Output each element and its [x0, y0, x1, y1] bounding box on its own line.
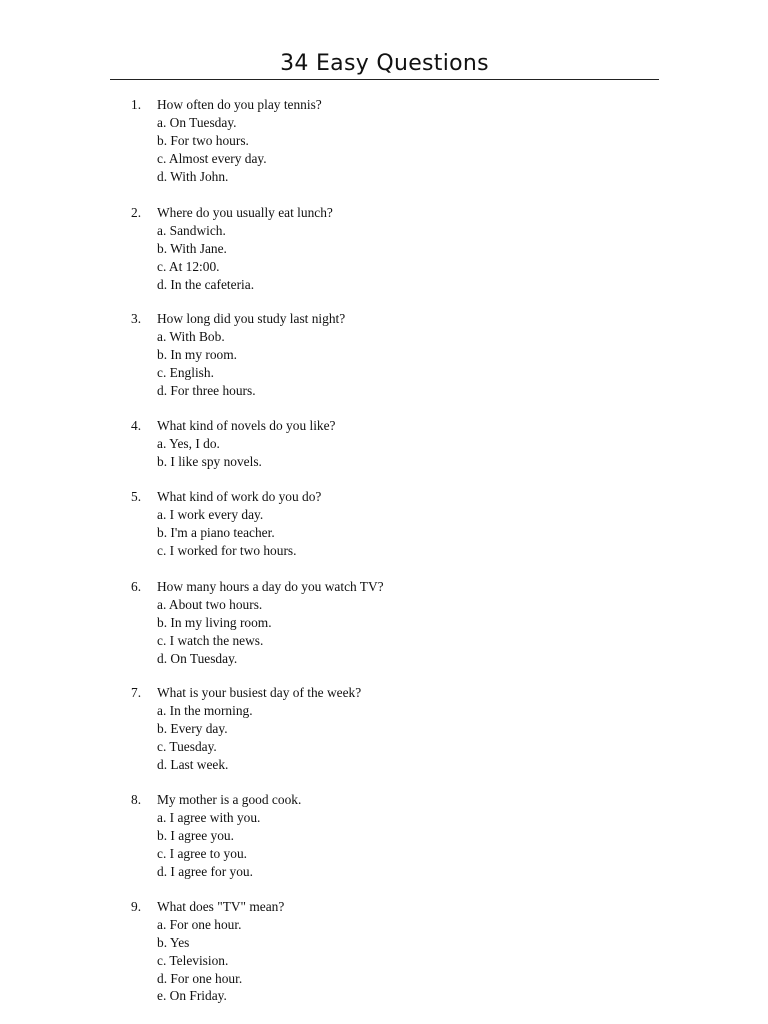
question-text: What kind of novels do you like?: [157, 418, 336, 433]
option-letter: c.: [157, 364, 167, 380]
option-letter: d.: [157, 970, 168, 986]
option-text: On Friday.: [169, 988, 227, 1004]
option-letter: a.: [157, 222, 167, 238]
option-letter: c.: [157, 738, 167, 754]
option-text: For two hours.: [170, 132, 249, 148]
option-a: [131, 114, 691, 132]
question-1: [131, 96, 691, 185]
option-d: [131, 756, 691, 774]
question-2: [131, 204, 691, 293]
option-a: [131, 222, 691, 240]
option-letter: b.: [157, 132, 168, 148]
option-letter: b.: [157, 240, 168, 256]
option-letter: d.: [157, 168, 168, 184]
option-c: [131, 258, 691, 276]
option-letter: c.: [157, 542, 167, 558]
option-c: [131, 738, 691, 756]
option-b: [131, 524, 691, 542]
title-divider: [110, 79, 659, 80]
option-text: Television.: [169, 952, 229, 968]
option-text: Every day.: [170, 720, 228, 736]
option-letter: a.: [157, 809, 167, 825]
option-letter: b.: [157, 453, 168, 469]
option-text: For three hours.: [170, 382, 256, 398]
option-a: [131, 702, 691, 720]
option-b: [131, 453, 691, 471]
option-text: For one hour.: [170, 970, 243, 986]
option-c: [131, 542, 691, 560]
option-text: Almost every day.: [168, 150, 267, 166]
option-text: In the morning.: [169, 702, 253, 718]
option-letter: b.: [157, 827, 168, 843]
option-text: In the cafeteria.: [170, 276, 255, 292]
option-a: [131, 916, 691, 934]
option-letter: a.: [157, 328, 167, 344]
option-text: Sandwich.: [169, 222, 226, 238]
option-text: About two hours.: [168, 596, 263, 612]
option-letter: a.: [157, 114, 167, 130]
option-letter: d.: [157, 276, 168, 292]
question-text: What does "TV" mean?: [157, 899, 285, 914]
option-text: Tuesday.: [169, 738, 217, 754]
option-letter: a.: [157, 435, 167, 451]
option-text: I like spy novels.: [170, 453, 262, 469]
option-letter: d.: [157, 650, 168, 666]
option-text: I agree for you.: [170, 863, 253, 879]
option-d: [131, 168, 691, 186]
question-number: 4.: [131, 418, 142, 433]
option-text: I agree with you.: [169, 809, 261, 825]
question-5: [131, 488, 691, 560]
option-e: [131, 987, 691, 1005]
option-letter: d.: [157, 382, 168, 398]
option-letter: a.: [157, 916, 167, 932]
option-d: [131, 970, 691, 988]
option-text: In my living room.: [170, 614, 272, 630]
option-a: [131, 596, 691, 614]
option-text: I work every day.: [169, 506, 264, 522]
question-text: What kind of work do you do?: [157, 489, 322, 504]
option-c: [131, 150, 691, 168]
option-letter: c.: [157, 632, 167, 648]
question-text: How long did you study last night?: [157, 311, 346, 326]
option-text: I worked for two hours.: [169, 542, 297, 558]
option-letter: d.: [157, 863, 168, 879]
option-text: With Jane.: [170, 240, 227, 256]
option-b: [131, 934, 691, 952]
option-b: [131, 346, 691, 364]
option-d: [131, 382, 691, 400]
option-letter: c.: [157, 845, 167, 861]
option-letter: b.: [157, 524, 168, 540]
option-text: Last week.: [170, 756, 229, 772]
option-text: For one hour.: [169, 916, 242, 932]
option-text: On Tuesday.: [169, 114, 237, 130]
question-text: My mother is a good cook.: [157, 792, 302, 807]
option-c: [131, 845, 691, 863]
option-text: Yes, I do.: [169, 435, 220, 451]
option-text: I agree you.: [170, 827, 234, 843]
question-text: Where do you usually eat lunch?: [157, 205, 333, 220]
option-d: [131, 276, 691, 294]
option-letter: b.: [157, 614, 168, 630]
question-number: 1.: [131, 97, 142, 112]
option-letter: b.: [157, 346, 168, 362]
question-text: What is your busiest day of the week?: [157, 685, 362, 700]
option-a: [131, 809, 691, 827]
question-number: 9.: [131, 899, 142, 914]
option-a: [131, 506, 691, 524]
option-letter: b.: [157, 720, 168, 736]
option-b: [131, 720, 691, 738]
question-6: [131, 578, 691, 667]
option-text: At 12:00.: [168, 258, 220, 274]
option-letter: c.: [157, 258, 167, 274]
option-text: Yes: [169, 934, 190, 950]
question-7: [131, 684, 691, 773]
option-letter: a.: [157, 506, 167, 522]
option-letter: a.: [157, 702, 167, 718]
option-b: [131, 240, 691, 258]
question-9: [131, 898, 691, 1005]
option-b: [131, 614, 691, 632]
question-number: 2.: [131, 205, 142, 220]
option-a: [131, 435, 691, 453]
option-text: English.: [169, 364, 214, 380]
option-letter: b.: [157, 934, 168, 950]
option-letter: c.: [157, 150, 167, 166]
question-number: 7.: [131, 685, 142, 700]
option-text: I'm a piano teacher.: [170, 524, 275, 540]
page-title: 34 Easy Questions: [280, 51, 489, 76]
question-number: 8.: [131, 792, 142, 807]
option-text: I watch the news.: [169, 632, 264, 648]
option-letter: c.: [157, 952, 167, 968]
option-b: [131, 132, 691, 150]
question-4: [131, 417, 691, 471]
question-3: [131, 310, 691, 399]
question-text: How often do you play tennis?: [157, 97, 322, 112]
option-text: In my room.: [170, 346, 237, 362]
option-letter: d.: [157, 756, 168, 772]
option-c: [131, 364, 691, 382]
option-letter: e.: [157, 988, 167, 1004]
option-letter: a.: [157, 596, 167, 612]
question-8: [131, 791, 691, 880]
option-b: [131, 827, 691, 845]
question-text: How many hours a day do you watch TV?: [157, 579, 384, 594]
option-text: On Tuesday.: [170, 650, 238, 666]
question-number: 6.: [131, 579, 142, 594]
option-c: [131, 632, 691, 650]
option-text: I agree to you.: [169, 845, 247, 861]
question-number: 3.: [131, 311, 142, 326]
question-number: 5.: [131, 489, 142, 504]
option-c: [131, 952, 691, 970]
option-d: [131, 863, 691, 881]
option-a: [131, 328, 691, 346]
option-d: [131, 650, 691, 668]
option-text: With Bob.: [169, 328, 225, 344]
option-text: With John.: [170, 168, 229, 184]
